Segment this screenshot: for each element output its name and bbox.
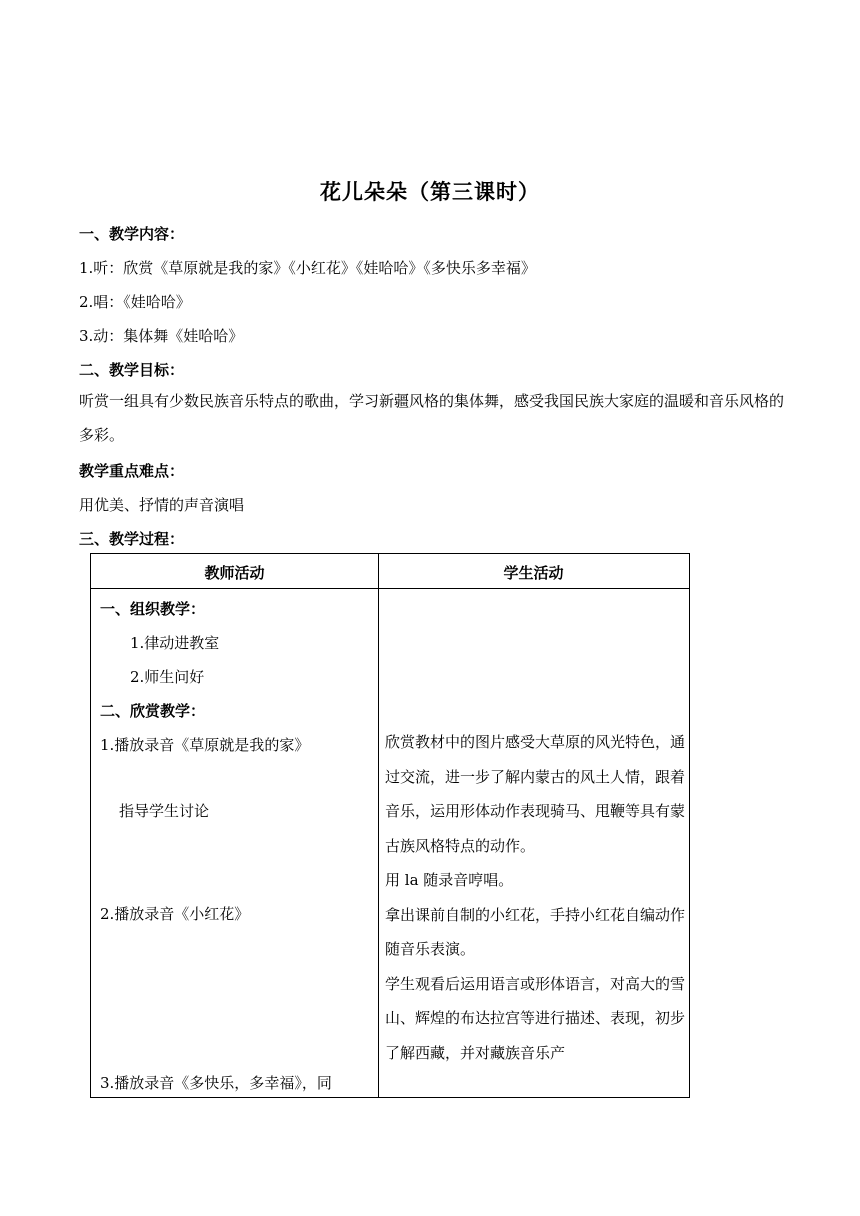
section-heading-process: 三、教学过程：: [79, 530, 185, 548]
teacher-item-1: 1.播放录音《草原就是我的家》: [100, 736, 310, 754]
content-item-2: 2.唱：《娃哈哈》: [79, 293, 191, 311]
section-heading-content: 一、教学内容：: [79, 225, 185, 243]
student-paragraph-3: 拿出课前自制的小红花，手持小红花自编动作随音乐表演。: [385, 905, 686, 958]
content-item-1: 1.听：欣赏《草原就是我的家》《小红花》《娃哈哈》《多快乐多幸福》: [79, 259, 536, 277]
table-column-divider: [378, 554, 379, 1097]
student-paragraph-2: 用 la 随录音哼唱。: [385, 871, 514, 889]
key-points-text: 用优美、抒情的声音演唱: [79, 496, 245, 514]
section-heading-key-points: 教学重点难点：: [79, 462, 185, 480]
student-paragraph-4: 学生观看后运用语言或形体语言，对高大的雪山、辉煌的布达拉宫等进行描述、表现，初步了解西藏，并对藏族音乐产: [385, 974, 686, 1062]
page-title: 花儿朵朵（第三课时）: [320, 180, 540, 204]
goals-paragraph: 听赏一组具有少数民族音乐特点的歌曲，学习新疆风格的集体舞，感受我国民族大家庭的温暖和音乐风格的多彩。: [79, 392, 785, 444]
table-header-student: 学生活动: [503, 564, 564, 582]
teacher-org-item-2: 2.师生问好: [130, 668, 205, 686]
teacher-org-item-1: 1.律动进教室: [130, 634, 220, 652]
teacher-org-heading: 一、组织教学：: [100, 600, 206, 618]
section-heading-goals: 二、教学目标：: [79, 361, 185, 379]
content-item-3: 3.动：集体舞《娃哈哈》: [79, 327, 244, 345]
teacher-item-2: 2.播放录音《小红花》: [100, 905, 250, 923]
process-table: [90, 553, 690, 1098]
teacher-appreciation-heading: 二、欣赏教学：: [100, 702, 206, 720]
table-header-divider: [91, 588, 689, 589]
student-paragraph-1: 欣赏教材中的图片感受大草原的风光特色，通过交流，进一步了解内蒙古的风土人情，跟着音乐，运用形体动作表现骑马、甩鞭等具有蒙古族风格特点的动作。: [385, 733, 686, 855]
teacher-item-1-sub: 指导学生讨论: [119, 802, 210, 820]
teacher-item-3: 3.播放录音《多快乐，多幸福》，同: [100, 1074, 332, 1092]
student-activities: [385, 725, 687, 1070]
table-header-teacher: 教师活动: [204, 564, 265, 582]
